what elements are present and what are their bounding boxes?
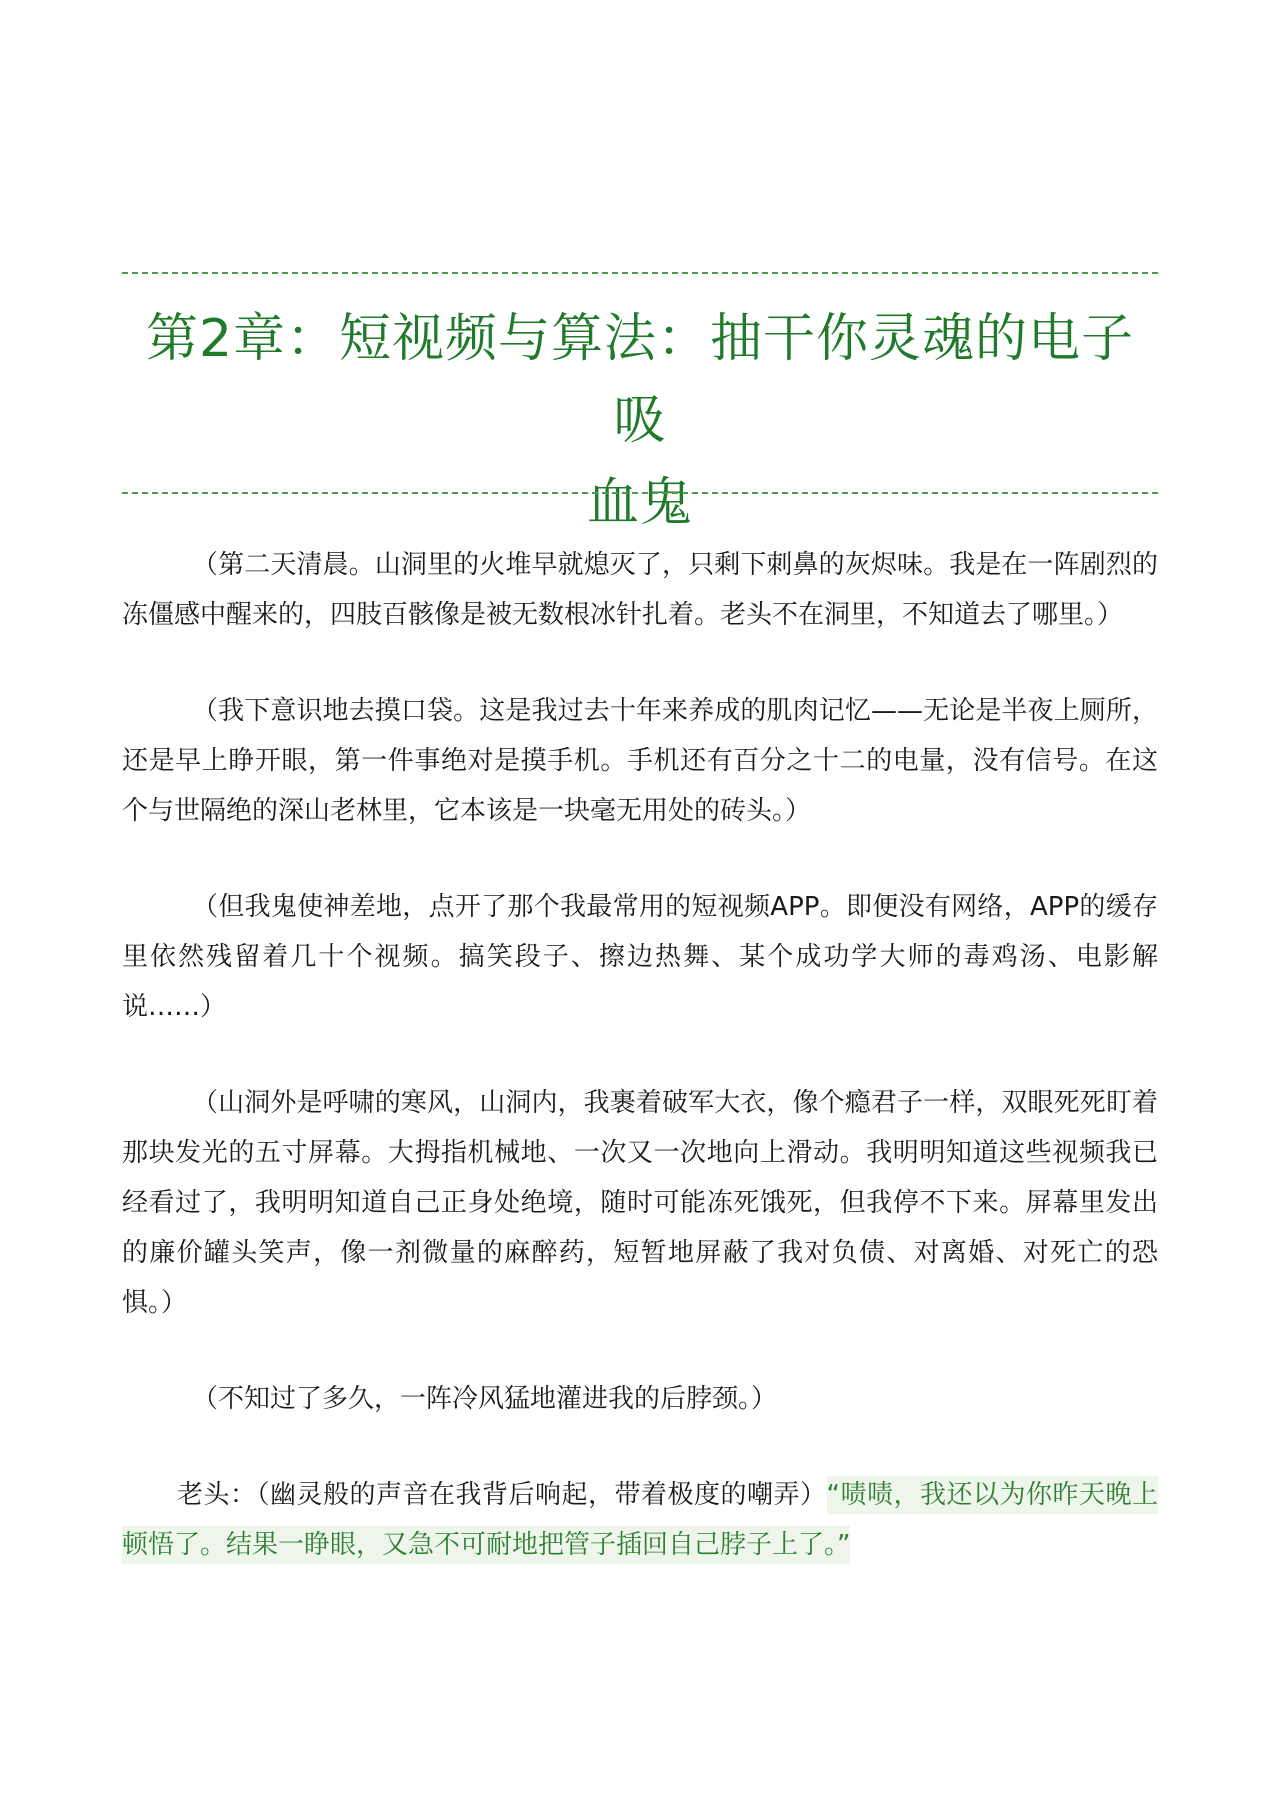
paragraph: （第二天清晨。山洞里的火堆早就熄灭了，只剩下刺鼻的灰烬味。我是在一阵剧烈的冻僵感中醒来的，四肢百骸像是被无数根冰针扎着。老头不在洞里，不知道去了哪里。） bbox=[122, 550, 1158, 630]
dialog-speaker: 老头： bbox=[177, 1480, 257, 1510]
title-divider-bottom bbox=[122, 492, 1158, 494]
dialog-paragraph bbox=[122, 1470, 1158, 1570]
chapter-title-line-2: 血鬼 bbox=[586, 473, 693, 533]
paragraph: （山洞外是呼啸的寒风，山洞内，我裹着破军大衣，像个瘾君子一样，双眼死死盯着那块发光的五寸屏幕。大拇指机械地、一次又一次地向上滑动。我明明知道这些视频我已经看过了，我明明知道自己正身处绝境，随时可能冻死饿死，但我停不下来。屏幕里发出的廉价罐头笑声，像一剂微量的麻醉药，短暂地屏蔽了我对负债、对离婚、对死亡的恐惧。） bbox=[122, 1088, 1158, 1318]
paragraph: （但我鬼使神差地，点开了那个我最常用的短视频APP。即便没有网络，APP的缓存里依然残留着几十个视频。搞笑段子、擦边热舞、某个成功学大师的毒鸡汤、电影解说……） bbox=[122, 892, 1158, 1022]
title-divider-top bbox=[122, 272, 1158, 274]
chapter-title bbox=[122, 298, 1158, 544]
chapter-body bbox=[122, 540, 1158, 1616]
paragraph: （我下意识地去摸口袋。这是我过去十年来养成的肌肉记忆——无论是半夜上厕所，还是早上睁开眼，第一件事绝对是摸手机。手机还有百分之十二的电量，没有信号。在这个与世隔绝的深山老林里，它本该是一块毫无用处的砖头。） bbox=[122, 696, 1158, 826]
dialog-action: （幽灵般的声音在我背后响起，带着极度的嘲弄） bbox=[256, 1480, 827, 1510]
paragraph: （不知过了多久，一阵冷风猛地灌进我的后脖颈。） bbox=[192, 1384, 778, 1414]
chapter-title-line-1: 第2章：短视频与算法：抽干你灵魂的电子吸 bbox=[145, 309, 1135, 451]
dialog-quote: “啧啧，我还以为你昨天晚上顿悟了。结果一睁眼，又急不可耐地把管子插回自己脖子上了。” bbox=[122, 1476, 1158, 1564]
